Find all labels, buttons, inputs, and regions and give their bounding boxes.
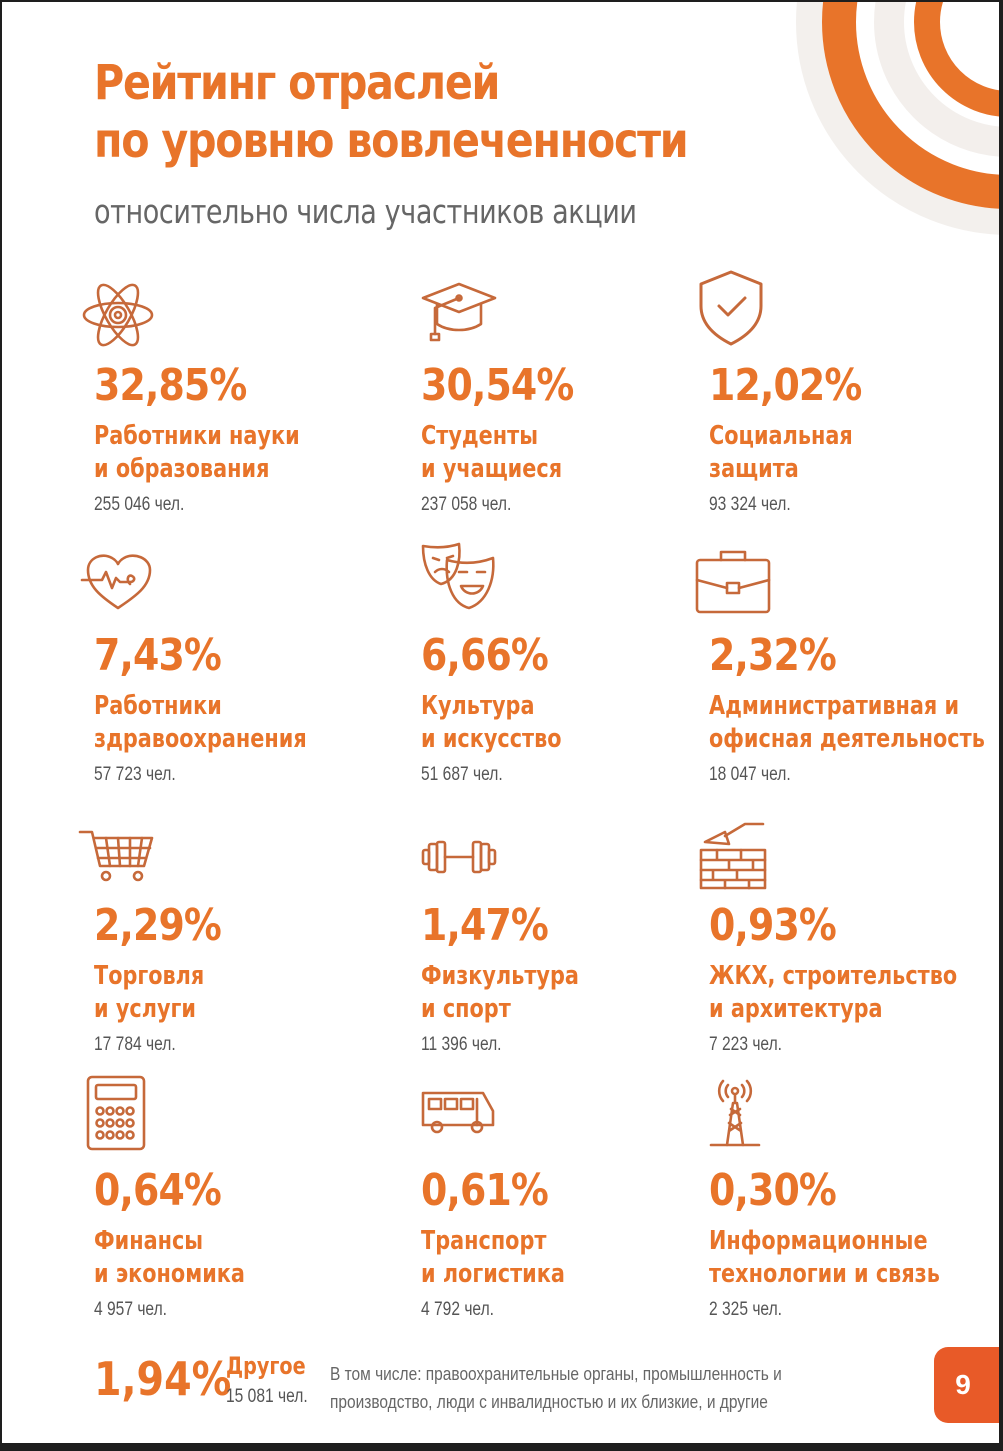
category-other (94, 1352, 894, 1412)
category-count: 7 223 чел. (709, 1034, 783, 1055)
category-label-line-1: Финансы (94, 1226, 204, 1256)
category-label-line-2: и услуги (94, 994, 196, 1024)
category-label-line-2: и архитектура (709, 994, 883, 1024)
shopping-cart-icon (80, 820, 160, 890)
radio-tower-icon (709, 1085, 789, 1155)
category-count: 51 687 чел. (421, 764, 503, 785)
theater-masks-icon (421, 550, 501, 620)
category-label (94, 960, 204, 1026)
category-label (421, 690, 562, 756)
other-count: 15 081 чел. (226, 1386, 308, 1407)
category-percent: 0,30% (709, 1165, 836, 1216)
category-count: 11 396 чел. (421, 1034, 502, 1055)
other-note: В том числе: правоохранительные органы, промышленность и производство, люди с инвалидностью и их близкие, и другие (330, 1364, 782, 1412)
category-percent: 2,29% (94, 900, 221, 951)
page-number-badge: 9 (934, 1347, 999, 1423)
category-label (709, 1225, 940, 1291)
briefcase-icon (695, 550, 775, 620)
category-percent: 0,61% (421, 1165, 548, 1216)
title-line-1: Рейтинг отраслей (94, 55, 500, 111)
category-label (421, 420, 562, 486)
category-percent: 0,64% (94, 1165, 221, 1216)
shield-check-icon (699, 280, 779, 350)
category-label-line-1: Работники науки (94, 421, 300, 451)
category-count: 57 723 чел. (94, 764, 176, 785)
category-percent: 1,47% (421, 900, 548, 951)
category-count: 255 046 чел. (94, 494, 185, 515)
category-count: 4 957 чел. (94, 1299, 168, 1320)
dumbbell-icon (421, 820, 501, 890)
category-label (421, 1225, 565, 1291)
decorative-arcs (759, 2, 999, 262)
category-label-line-2: и логистика (421, 1259, 565, 1289)
category-label-line-2: офисная деятельность (709, 724, 985, 754)
category-label (94, 420, 300, 486)
category-label (709, 420, 853, 486)
category-label-line-2: и учащиеся (421, 454, 563, 484)
category-count: 4 792 чел. (421, 1299, 495, 1320)
category-label-line-1: Транспорт (421, 1226, 547, 1256)
bus-icon (421, 1085, 501, 1155)
category-label (421, 960, 579, 1026)
other-label: Другое (226, 1352, 306, 1380)
category-label-line-1: Студенты (421, 421, 539, 451)
category-count: 18 047 чел. (709, 764, 791, 785)
category-count: 237 058 чел. (421, 494, 512, 515)
category-label-line-2: и экономика (94, 1259, 245, 1289)
category-label-line-1: Культура (421, 691, 535, 721)
category-percent: 0,93% (709, 900, 836, 951)
category-percent: 2,32% (709, 630, 836, 681)
category-count: 2 325 чел. (709, 1299, 783, 1320)
page-title (94, 54, 687, 170)
category-label-line-2: защита (709, 454, 799, 484)
other-percent: 1,94% (94, 1352, 232, 1406)
graduation-cap-icon (421, 280, 501, 350)
page-subtitle: относительно числа участников акции (94, 192, 637, 231)
title-line-2: по уровню вовлеченности (94, 113, 688, 169)
category-percent: 32,85% (94, 360, 247, 411)
category-percent: 6,66% (421, 630, 548, 681)
category-label (94, 690, 307, 756)
category-percent: 7,43% (94, 630, 221, 681)
heart-pulse-icon (80, 550, 160, 620)
calculator-icon (86, 1085, 166, 1155)
category-label-line-2: и образования (94, 454, 270, 484)
category-label-line-1: Торговля (94, 961, 205, 991)
atom-icon (82, 280, 162, 350)
category-label-line-1: Физкультура (421, 961, 579, 991)
category-label-line-1: Информационные (709, 1226, 928, 1256)
category-label-line-1: Административная и (709, 691, 960, 721)
category-label-line-2: и спорт (421, 994, 511, 1024)
category-label-line-1: ЖКХ, строительство (709, 961, 958, 991)
category-percent: 12,02% (709, 360, 862, 411)
category-label-line-2: и искусство (421, 724, 562, 754)
category-label-line-2: здравоохранения (94, 724, 307, 754)
category-percent: 30,54% (421, 360, 574, 411)
brick-trowel-icon (699, 820, 779, 890)
category-label-line-1: Социальная (709, 421, 853, 451)
category-label (94, 1225, 245, 1291)
category-label (709, 690, 985, 756)
category-label (709, 960, 957, 1026)
category-label-line-2: технологии и связь (709, 1259, 940, 1289)
category-label-line-1: Работники (94, 691, 222, 721)
page (2, 2, 999, 1443)
category-count: 17 784 чел. (94, 1034, 176, 1055)
category-count: 93 324 чел. (709, 494, 791, 515)
